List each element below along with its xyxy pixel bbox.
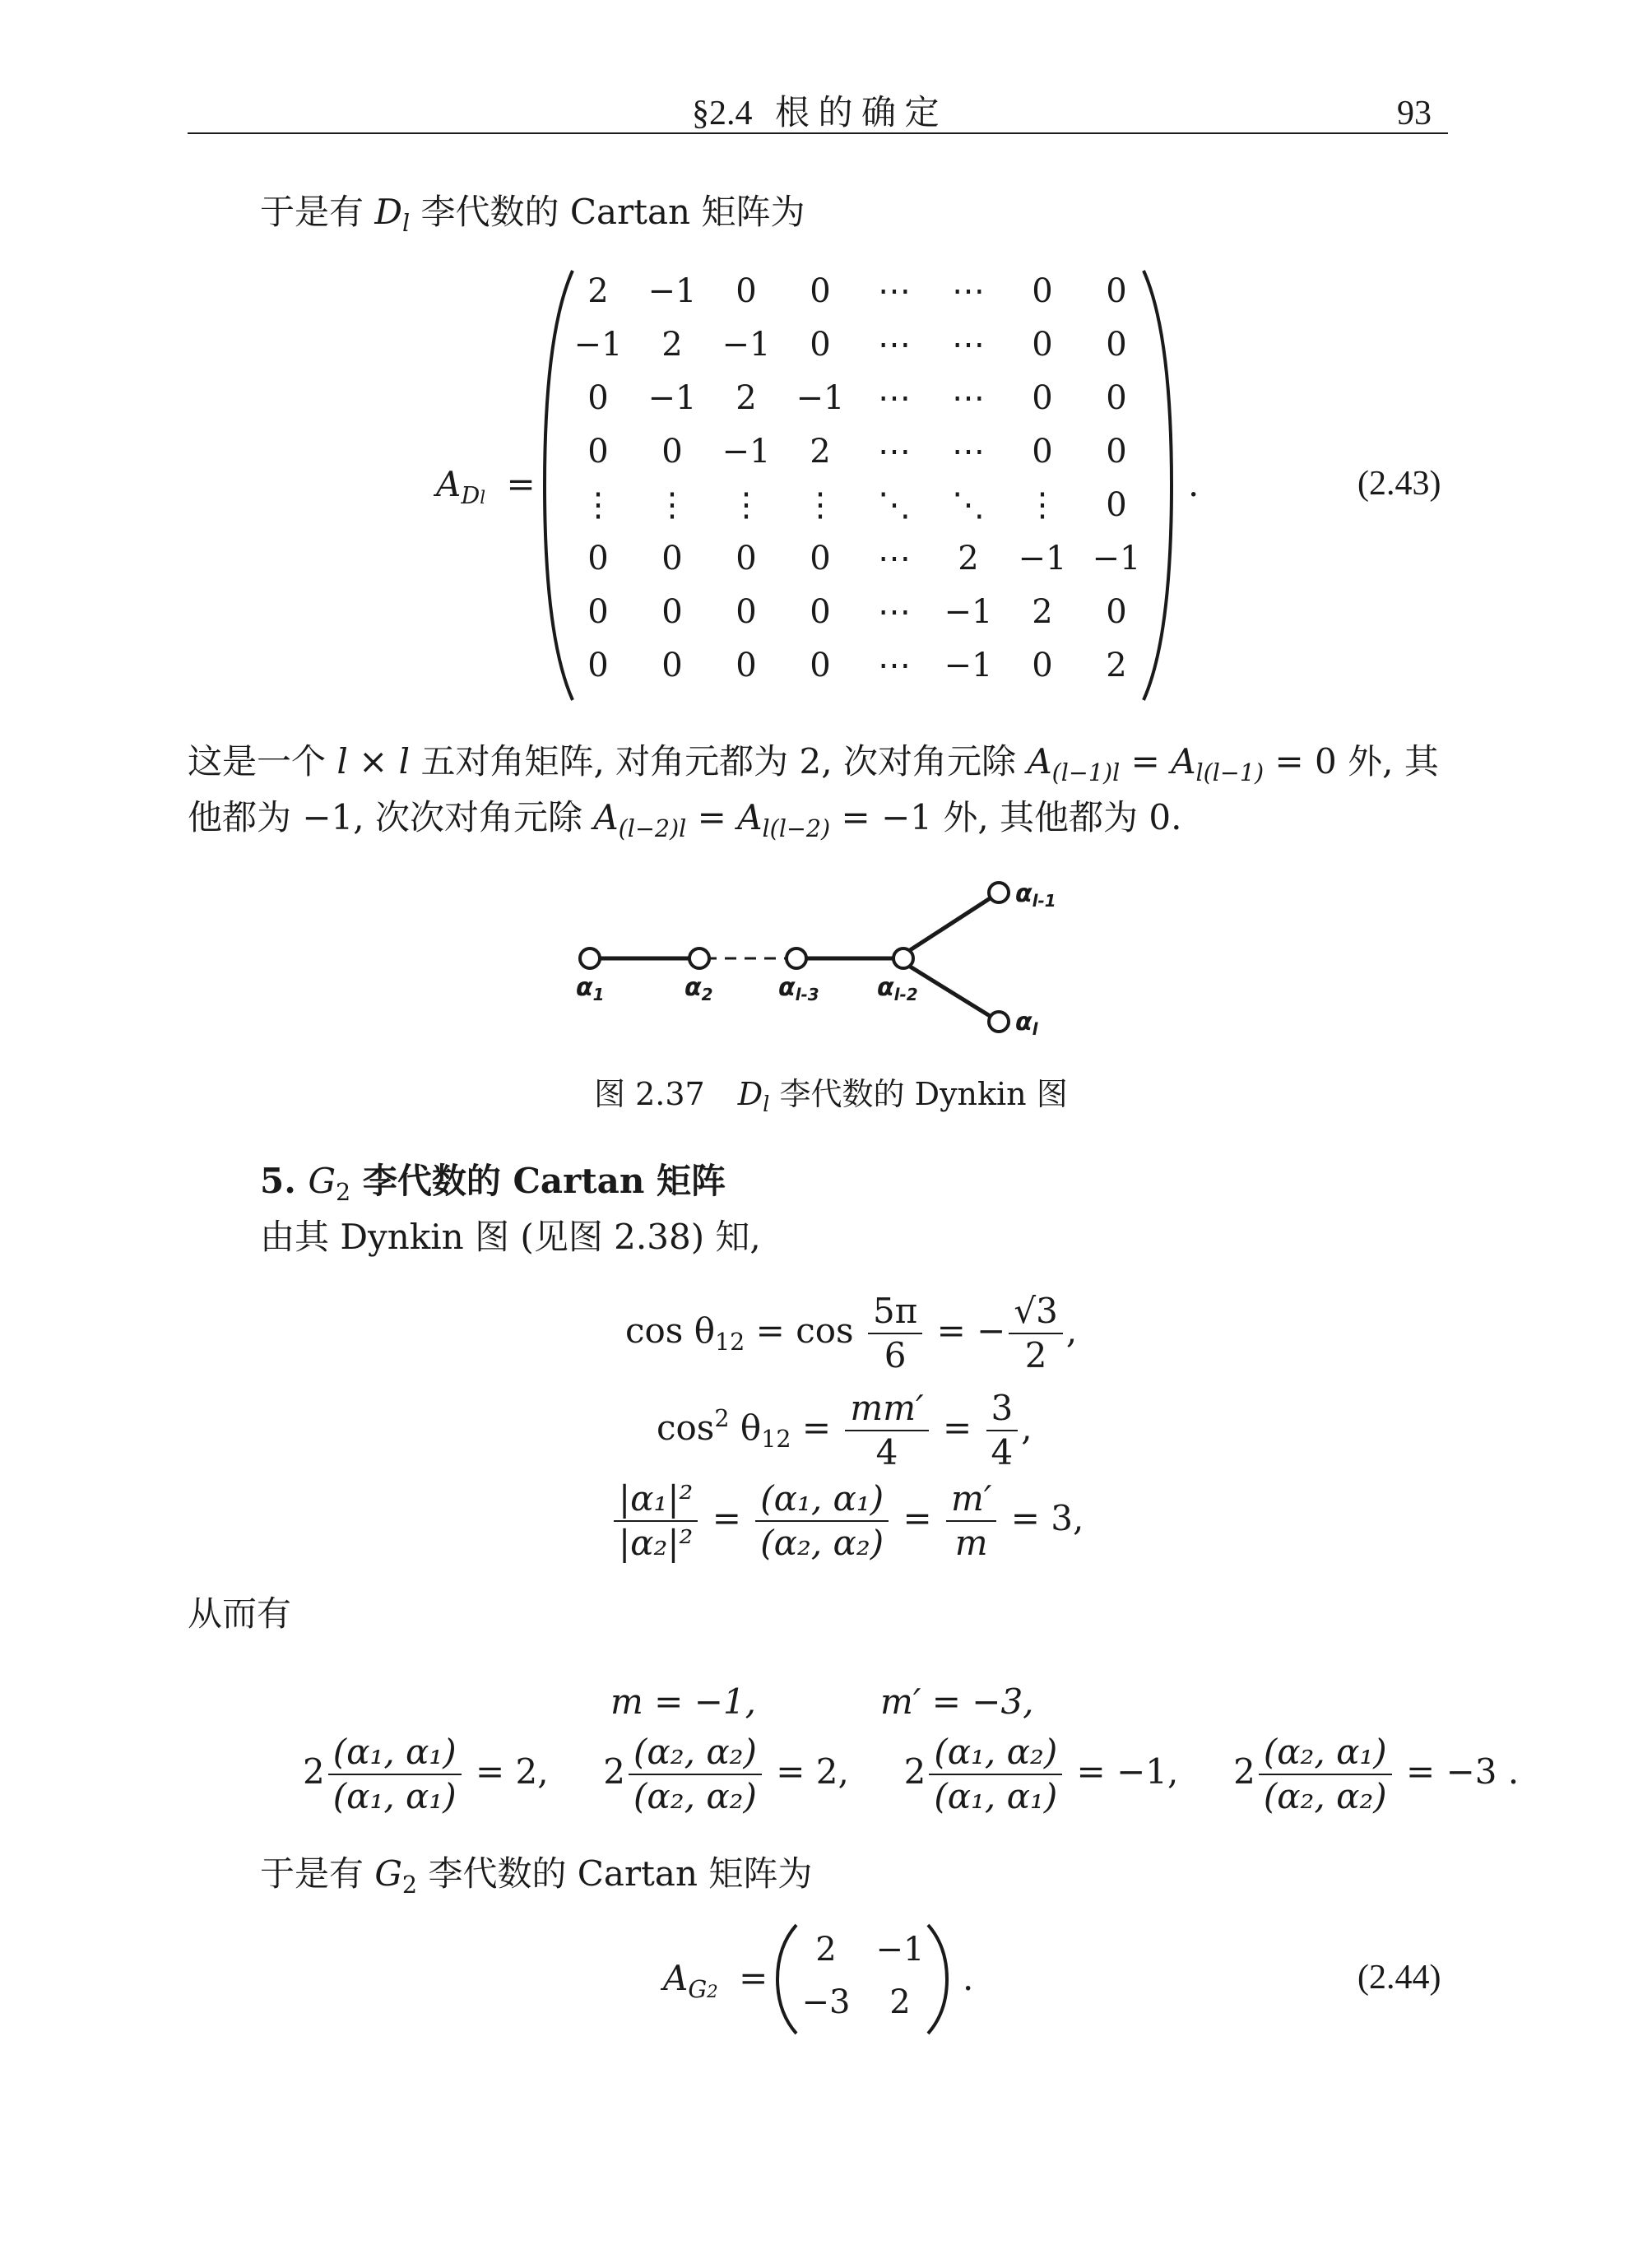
matrix-cell: −1 [1092, 540, 1141, 577]
figure-caption: 图 2.37 $D_l$ 李代数的 Dynkin 图 [594, 1076, 1068, 1118]
paragraph-g2-dynkin: 由其 Dynkin 图 (见图 2.38) 知, [260, 1217, 761, 1257]
matrix-cell: −1 [944, 647, 993, 684]
matrix-cell: 0 [1032, 433, 1053, 471]
dynkin-node-l-3 [787, 948, 806, 968]
matrix-cell: ⋮ [730, 486, 763, 524]
matrix-cell: −1 [573, 326, 623, 364]
matrix-cell: 0 [810, 540, 831, 577]
eq-cartan-entries [303, 1734, 1519, 1815]
matrix-cell: ⋯ [878, 326, 911, 364]
matrix-cell: ⋯ [878, 593, 911, 631]
dynkin-edge-l2-l [907, 965, 994, 1018]
eq-2-44-number: (2.44) [1357, 1959, 1441, 1997]
matrix-cell: ⋯ [952, 379, 985, 417]
dynkin-edge-l2-l1 [907, 896, 994, 952]
header-section: §2.4 [692, 95, 753, 132]
matrix-cell: 0 [661, 647, 683, 684]
matrix-cell: 0 [736, 540, 757, 577]
matrix-cell: 0 [587, 540, 609, 577]
matrix-cell: −1 [796, 379, 845, 417]
matrix-cell: 0 [1032, 272, 1053, 310]
matrix-cell: 0 [810, 593, 831, 631]
eq-entry-3: 2 $\frac{\text{(α₁, α₂)}}{\text{(α₁, α₁)}}$ = −1, [903, 1732, 1179, 1817]
matrix-cell: 0 [587, 593, 609, 631]
matrix-cell: ⋯ [878, 540, 911, 577]
header-rule [188, 132, 1448, 134]
dynkin-node-2 [689, 948, 709, 968]
matrix-cell: −1 [647, 272, 697, 310]
dynkin-label-l: $\alpha_l$ [1015, 1008, 1038, 1039]
matrix-cell: 0 [810, 326, 831, 364]
matrix-cell: 2 [815, 1931, 837, 1969]
paragraph-dl-intro: 于是有 $D_l$ 李代数的 Cartan 矩阵为 [260, 192, 805, 238]
matrix-cell: 0 [810, 647, 831, 684]
dynkin-node-l-1 [989, 883, 1009, 902]
matrix-cell: 0 [1032, 647, 1053, 684]
matrix-cell: 0 [1106, 593, 1127, 631]
eq-2-43-number: (2.43) [1357, 465, 1441, 503]
paragraph-dl-desc-line1: 这是一个 l × l 五对角矩阵, 对角元都为 2, 次对角元除 $A_{(l-1)l} = A_{l(l-1)} = 0$ 外, 其 [188, 741, 1439, 787]
matrix-cell: 2 [1106, 647, 1127, 684]
matrix-cell: ⋯ [878, 647, 911, 684]
matrix-cell: 0 [587, 433, 609, 471]
matrix-cell: ⋮ [656, 486, 689, 524]
matrix-cell: 2 [736, 379, 757, 417]
matrix-cell: 0 [1106, 486, 1127, 524]
matrix-cell: 0 [1106, 272, 1127, 310]
dynkin-diagram-dl [568, 872, 1094, 1045]
matrix-cell: 0 [587, 647, 609, 684]
matrix-cell: ⋯ [952, 433, 985, 471]
eq-cos2-theta: $\cos^2 \theta_{12}$ = $\frac{mm'}{4}$ = $\frac{3}{4}$ , [657, 1388, 1032, 1473]
matrix-cell: ⋱ [878, 486, 911, 524]
eq-m: m = −1, [610, 1681, 756, 1722]
eq-2-44-period: . [963, 1958, 974, 1998]
eq-cos-theta: $\cos \theta_{12} = \cos$ $\frac{5\pi}{6}$ = − $\frac{√3}{2}$ , [625, 1291, 1078, 1376]
matrix-cell: ⋯ [878, 379, 911, 417]
matrix-cell: 0 [661, 593, 683, 631]
matrix-cell: 0 [1106, 326, 1127, 364]
matrix-cell: 0 [661, 540, 683, 577]
matrix-cell: 2 [889, 1983, 911, 2021]
dynkin-node-l [989, 1012, 1009, 1032]
matrix-cell: 0 [736, 272, 757, 310]
matrix-cell: ⋯ [952, 272, 985, 310]
matrix-cell: 0 [736, 647, 757, 684]
running-header [188, 89, 1448, 135]
matrix-cell: ⋯ [878, 272, 911, 310]
paragraph-g2-cartan: 于是有 $G_2$ 李代数的 Cartan 矩阵为 [260, 1853, 813, 1899]
dynkin-label-l-2: $\alpha_{l-2}$ [877, 973, 918, 1004]
eq-entry-2: 2 $\frac{\text{(α₂, α₂)}}{\text{(α₂, α₂)}}$ = 2, [603, 1732, 849, 1817]
dynkin-label-2: $\alpha_2$ [684, 973, 713, 1004]
matrix-cell: 0 [1106, 433, 1127, 471]
matrix-cell: 2 [958, 540, 979, 577]
matrix-cell: 2 [661, 326, 683, 364]
dynkin-label-l-1: $\alpha_{l-1}$ [1015, 879, 1056, 911]
matrix-cell: −1 [1018, 540, 1067, 577]
matrix-cell: −1 [722, 326, 771, 364]
paragraph-therefore: 从而有 [188, 1593, 292, 1634]
matrix-a-dl [561, 271, 1153, 699]
matrix-cell: −1 [647, 379, 697, 417]
matrix-cell: 0 [1032, 326, 1053, 364]
matrix-cell: ⋯ [878, 433, 911, 471]
matrix-cell: 2 [1032, 593, 1053, 631]
dynkin-node-1 [580, 948, 600, 968]
matrix-cell: ⋮ [804, 486, 837, 524]
section-heading-g2: 5. $G_2$ 李代数的 Cartan 矩阵 [260, 1161, 726, 1207]
matrix-cell: −1 [875, 1931, 925, 1969]
eq-2-43-lhs: $A_{Dl}$ = [436, 464, 536, 510]
dynkin-label-1: $\alpha_1$ [576, 973, 605, 1004]
eq-entry-4: 2 $\frac{\text{(α₂, α₁)}}{\text{(α₂, α₂)}}$ = −3 . [1233, 1732, 1520, 1817]
matrix-cell: 0 [587, 379, 609, 417]
matrix-cell: 0 [736, 593, 757, 631]
matrix-cell: 0 [1032, 379, 1053, 417]
matrix-cell: ⋯ [952, 326, 985, 364]
dynkin-node-l-2 [893, 948, 913, 968]
header-title: 根 的 确 定 [775, 95, 940, 132]
eq-entry-1: 2 $\frac{\text{(α₁, α₁)}}{\text{(α₁, α₁)}}$ = 2, [303, 1732, 549, 1817]
matrix-cell: 0 [661, 433, 683, 471]
eq-alpha-ratio: $\frac{\text{|α₁|²}}{\text{|α₂|²}}$ = $\frac{\text{(α₁, α₁)}}{\text{(α₂, α₂)}}$ = $\frac{m'}{m}$ = 3, [610, 1481, 1084, 1561]
matrix-cell: 0 [810, 272, 831, 310]
dynkin-label-l-3: $\alpha_{l-3}$ [778, 973, 819, 1004]
matrix-cell: ⋱ [952, 486, 985, 524]
eq-2-43-period: . [1188, 464, 1200, 504]
eq-m-prime: m′ = −3, [880, 1681, 1034, 1722]
matrix-cell: 2 [587, 272, 609, 310]
matrix-cell: 2 [810, 433, 831, 471]
matrix-cell: ⋮ [1026, 486, 1059, 524]
paragraph-dl-desc-line2: 他都为 −1, 次次对角元除 $A_{(l-2)l} = A_{l(l-2)} = -1$ 外, 其他都为 0. [188, 797, 1182, 843]
matrix-a-g2 [785, 1930, 949, 2029]
matrix-cell: −3 [801, 1983, 851, 2021]
matrix-cell: 0 [1106, 379, 1127, 417]
matrix-cell: ⋮ [582, 486, 615, 524]
matrix-cell: −1 [944, 593, 993, 631]
eq-2-44-lhs: $A_{G2}$ = [663, 1958, 768, 2004]
matrix-cell: −1 [722, 433, 771, 471]
page-number: 93 [1397, 95, 1432, 132]
